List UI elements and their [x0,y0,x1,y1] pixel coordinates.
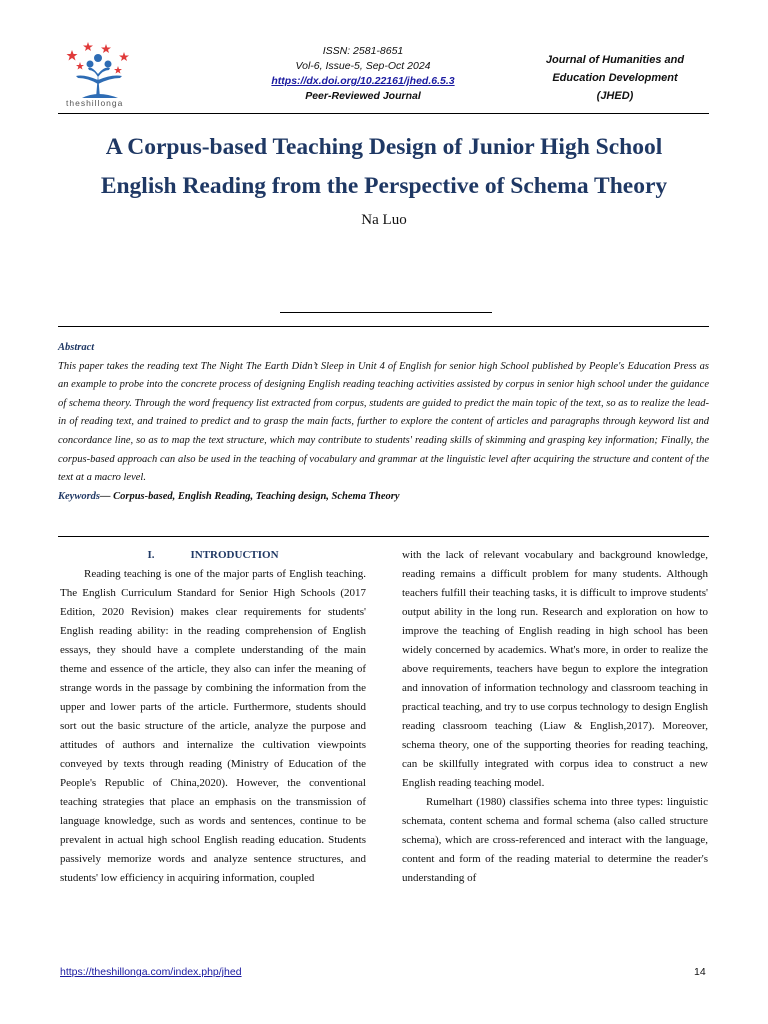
volume-issue: Vol-6, Issue-5, Sep-Oct 2024 [295,60,431,72]
keywords-list: — Corpus-based, English Reading, Teaching design, Schema Theory [100,490,400,502]
journal-name-line2: Education Development [552,72,678,84]
doi-link[interactable]: https://dx.doi.org/10.22161/jhed.6.5.3 [271,75,455,87]
section-title: INTRODUCTION [190,549,279,561]
header-divider [58,113,709,114]
issn: ISSN: 2581-8651 [322,45,404,57]
right-column [402,546,708,888]
journal-issue-info [238,44,488,104]
abstract-text: This paper takes the reading text The Night The Earth Didn’t Sleep in Unit 4 of English for senior high School published by People's Education Press as an example to probe into the concrete process of designing English reading teaching activities assisted by corpus in senior high school under the guidance of schema theory. Through the word frequency list extracted from corpus, students are guided to predict the main topic of the text, so as to realize the lead-in of reading text, and trained to predict and to grasp the main facts, further to explore the content of articles and paragraphs through keyword list and concordance line, so as to map the text structure, which may contribute to students' reading skills of skimming and grasping key information; Finally, the corpus-based approach can also be used in the teaching of vocabulary and grammar at the linguistic level after acquiring the structure and content of the text at a macro level. [58,360,709,484]
keywords-label: Keywords [58,490,100,502]
abstract-block [58,339,709,506]
logo-text: theshillonga [66,98,124,108]
journal-name [520,51,710,105]
paragraph: with the lack of relevant vocabulary and background knowledge, reading remains a difficult problem for many students. Although teachers fulfill their teaching tasks, it is difficult to improve students' output ability in the long run. Research and exploration on how to improve the teaching of English reading in high school has been widely concerned by academics. What's more, in order to realize the above requirements, teachers have begun to explore the integration and innovation of information technology and classroom teaching in practical teaching, and try to use corpus technology to design English reading classroom teaching (Liaw & English,2017). Moreover, schema theory, one of the supporting theories for reading teaching, can be skillfully integrated with corpus idea to construct a new English reading teaching model. [402,549,708,789]
journal-name-line1: Journal of Humanities and [545,54,685,66]
footer-journal-link[interactable]: https://theshillonga.com/index.php/jhed [60,966,242,978]
title-line-2: English Reading from the Perspective of Schema Theory [100,173,668,199]
journal-abbreviation: (JHED) [596,90,634,102]
author-name: Na Luo [361,212,407,228]
tree-logo-icon [62,40,138,100]
left-column [60,546,366,888]
author-divider [280,312,492,313]
section-number: I. [147,549,155,561]
abstract-top-divider [58,326,709,327]
paragraph: Rumelhart (1980) classifies schema into three types: linguistic schemata, content schema and formal schema (also called structure schema), which are cross-referenced and interact with the language, content and form of the reading material to determine the reader's understanding of [402,796,708,884]
peer-reviewed-label: Peer-Reviewed Journal [305,90,421,102]
paragraph: Reading teaching is one of the major parts of English teaching. The English Curriculum Standard for Senior High Schools (2017 Edition, 2020 Revision) makes clear requirements for students' English reading ability: in the reading comprehension of English essays, they should have a complete understanding of the main theme and essence of the article, they also can infer the meaning of strange words in the passage by combining the information from the upper and lower parts of the article. Furthermore, students should sort out the basic structure of the article, analyze the purpose and attitudes of authors and internalize the cultivation viewpoints conveyed by texts through reading (Ministry of Education of the People's Republic of China,2020). However, the conventional teaching strategies that place an emphasis on the transmission of language knowledge, such as words and sentences, continue to be prevalent in actual high school English reading education. Students passively memorize words and analyze sentence structures, and students' low efficiency in acquiring information, coupled [60,568,366,884]
section-heading-introduction [60,546,366,565]
keywords-line [58,488,709,507]
abstract-bottom-divider [58,536,709,537]
paper-title [40,128,728,206]
abstract-heading: Abstract [58,342,95,353]
title-line-1: A Corpus-based Teaching Design of Junior High School [105,134,663,160]
page-number: 14 [694,966,706,978]
